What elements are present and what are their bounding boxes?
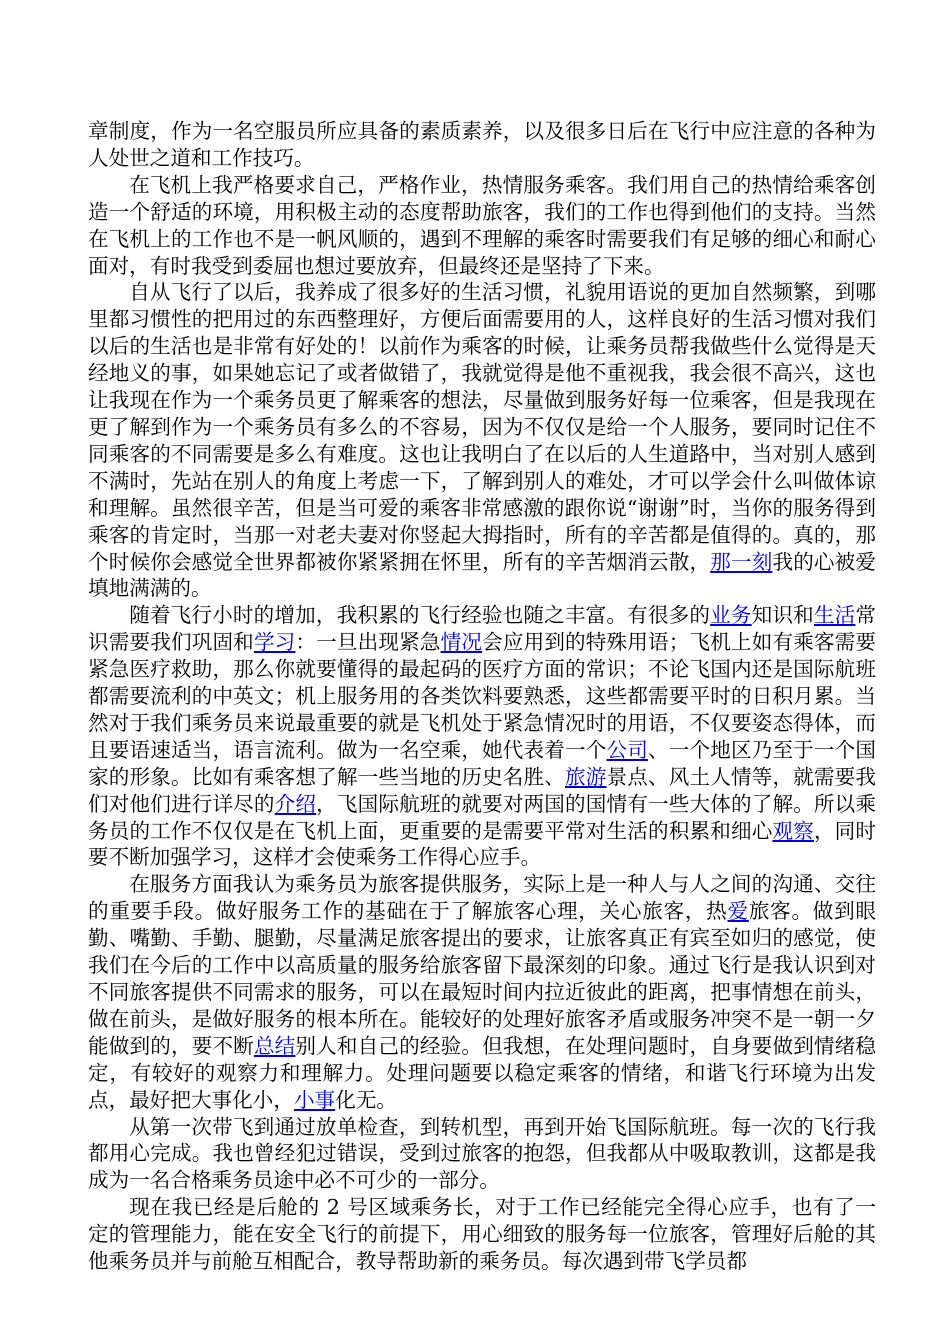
- link-ye-wu[interactable]: 业务: [710, 603, 752, 628]
- link-na-yi-ke[interactable]: 那一刻: [710, 549, 773, 574]
- paragraph-3: [88, 279, 876, 602]
- paragraph-1: [88, 118, 876, 172]
- paragraph-text: 从第一次带飞到通过放单检查，到转机型，再到开始飞国际航班。每一次的飞行我都用心完成。我也曾经犯过错误，受到过旅客的抱怨，但我都从中吸取教训，这都是我成为一名合格乘务员途中必不可少的一部分。: [88, 1114, 876, 1193]
- paragraph-6: [88, 1114, 876, 1195]
- paragraph-text: 随着飞行小时的增加，我积累的飞行经验也随之丰富。有很多的: [129, 603, 711, 628]
- link-gong-si[interactable]: 公司: [606, 737, 648, 762]
- paragraph-text: 在飞机上我严格要求自己，严格作业，热情服务乘客。我们用自己的热情给乘客创造一个舒适的环境，用积极主动的态度帮助旅客，我们的工作也得到他们的支持。当然在飞机上的工作也不是一帆风顺的，遇到不理解的乘客时需要我们有足够的细心和耐心面对，有时我受到委屈也想过要放弃，但最终还是坚持了下来。: [88, 172, 876, 278]
- link-ai[interactable]: 爱: [727, 899, 749, 924]
- paragraph-text: 自从飞行了以后，我养成了很多好的生活习惯，礼貌用语说的更加自然频繁，到哪里都习惯性的把用过的东西整理好，方便后面需要用的人，这样良好的生活习惯对我们以后的生活也是非常有好处的！以前作为乘客的时候，让乘务员帮我做些什么觉得是天经地义的事，如果她忘记了或者做错了，我就觉得是他不重视我，我会很不高兴，这也让我现在作为一个乘务员更了解乘客的想法，尽量做到服务好每一位乘客，但是我现在更了解到作为一个乘务员有多么的不容易，因为不仅仅是给一个人服务，要同时记住不同乘客的不同需要是多么有难度。这也让我明白了在以后的人生道路中，当对别人感到不满时，先站在别人的角度上考虑一下，了解到别人的难处，才可以学会什么叫做体谅和理解。虽然很辛苦，但是当可爱的乘客非常感激的跟你说“谢谢”时，当你的服务得到乘客的肯定时，当那一对老夫妻对你竖起大拇指时，所有的辛苦都是值得的。真的，那个时候你会感觉全世界都被你紧紧拥在怀里，所有的辛苦烟消云散，: [88, 280, 876, 574]
- paragraph-text: 、一个地区乃至于一个国家的形象。比如有乘客想了解一些当地的历史名胜、: [88, 737, 876, 789]
- paragraph-text: 旅客。做到眼勤、嘴勤、手勤、腿勤，尽量满足旅客提出的要求，让旅客真正有宾至如归的感觉，使我们在今后的工作中以高质量的服务给旅客留下最深刻的印象。通过飞行是我认识到对不同旅客提供不同需求的服务，可以在最短时间内拉近彼此的距离，把事情想在前头，做在前头，是做好服务的根本所在。能较好的处理好旅客矛盾或服务冲突不是一朝一夕能做到的，要不断: [88, 899, 877, 1058]
- link-zong-jie[interactable]: 总结: [253, 1033, 296, 1058]
- paragraph-text: 知识和: [751, 603, 814, 628]
- link-jie-shao[interactable]: 介绍: [274, 791, 317, 816]
- paragraph-5: [88, 871, 876, 1113]
- paragraph-text: ，同时要不断加强学习，这样才会使乘务工作得心应手。: [88, 818, 877, 870]
- paragraph-2: [88, 172, 876, 280]
- paragraph-7: [88, 1194, 876, 1275]
- paragraph-text: 章制度，作为一名空服员所应具备的素质素养，以及很多日后在飞行中应注意的各种为人处世之道和工作技巧。: [88, 119, 876, 170]
- paragraph-text: 别人和自己的经验。但我想，在处理问题时，自身要做到情绪稳定，有较好的观察力和理解力。处理问题要以稳定乘客的情绪，和谐飞行环境为出发点，最好把大事化小，: [88, 1033, 877, 1112]
- link-lv-you[interactable]: 旅游: [565, 764, 607, 789]
- paragraph-text: ：一旦出现紧急: [295, 630, 441, 655]
- paragraph-text: 现在我已经是后舱的 2 号区域乘务长，对于工作已经能完全得心应手，也有了一定的管理能力，能在安全飞行的前提下，用心细致的服务每一位旅客，管理好后舱的其他乘务员并与前舱互相配合，教导帮助新的乘务员。每次遇到带飞学员都: [88, 1195, 876, 1274]
- link-xiao-shi[interactable]: 小事: [293, 1087, 336, 1112]
- link-sheng-huo[interactable]: 生活: [813, 603, 856, 628]
- paragraph-text: ，飞国际航班的就要对两国的国情有一些大体的了解。所以乘务员的工作不仅仅是在飞机上面，更重要的是需要平常对生活的积累和细心: [88, 791, 877, 843]
- paragraph-text: 在服务方面我认为乘务员为旅客提供服务，实际上是一种人与人之间的沟通、交往的重要手段。做好服务工作的基础在于了解旅客心理，关心旅客，热: [88, 872, 876, 924]
- link-qing-kuang[interactable]: 情况: [440, 630, 483, 655]
- paragraph-text: 化无。: [335, 1087, 397, 1112]
- paragraph-text: 会应用到的特殊用语；飞机上如有乘客需要紧急医疗救助，那么你就要懂得的最起码的医疗方面的常识；不论飞国内还是国际航班都需要流利的中英文；机上服务用的各类饮料要熟悉，这些都需要平时的日积月累。当然对于我们乘务员来说最重要的就是飞机处于紧急情况时的用语，不仅要姿态得体，而且要语速适当，语言流利。做为一名空乘，她代表着一个: [88, 630, 877, 762]
- paragraph-text: 常识需要我们巩固和: [88, 603, 877, 655]
- document-page: [88, 118, 876, 1275]
- paragraph-text: 我的心被爱填地满满的。: [88, 549, 877, 601]
- link-guan-cha[interactable]: 观察: [772, 818, 814, 843]
- link-xue-xi[interactable]: 学习: [253, 630, 296, 655]
- paragraph-text: 景点、风土人情等，就需要我们对他们进行详尽的: [88, 764, 877, 816]
- paragraph-4: [88, 602, 876, 871]
